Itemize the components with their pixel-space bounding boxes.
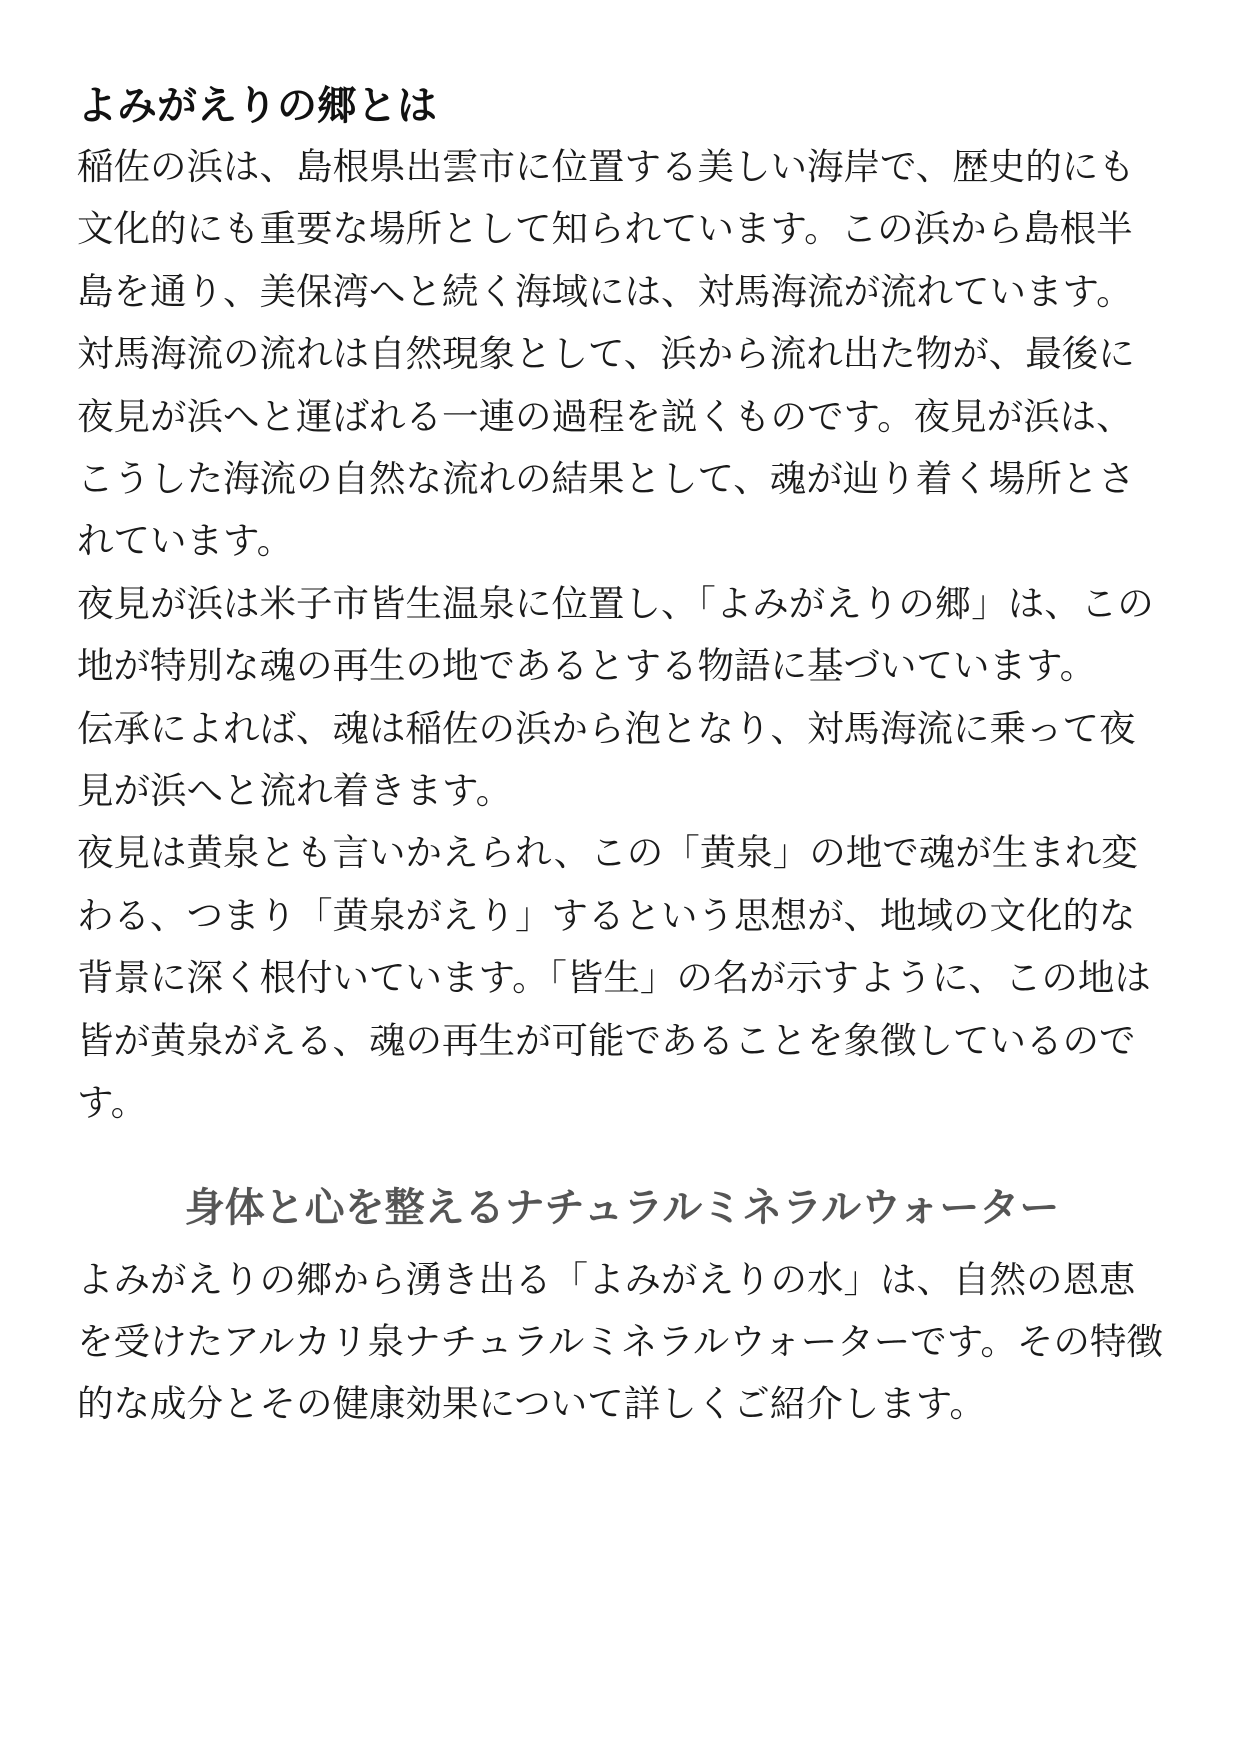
section-heading-mineral-water: 身体と心を整えるナチュラルミネラルウォーター bbox=[184, 1184, 1060, 1231]
paragraph-tsushima-current: 対馬海流の流れは自然現象として、浜から流れ出た物が、最後に夜見が浜へと運ばれる一連の過程を説くものです。夜見が浜は、こうした海流の自然な流れの結果として、魂が辿り着く場所とされています。 bbox=[77, 332, 1135, 563]
paragraph-legend: 伝承によれば、魂は稲佐の浜から泡となり、対馬海流に乗って夜見が浜へと流れ着きます。 bbox=[77, 706, 1136, 813]
paragraph-inasa-beach: 稲佐の浜は、島根県出雲市に位置する美しい海岸で、歴史的にも文化的にも重要な場所として知られています。この浜から島根半島を通り、美保湾へと続く海域には、対馬海流が流れています。 bbox=[77, 145, 1135, 313]
section-spacer bbox=[77, 1135, 1167, 1177]
section-heading-yomigaeri-no-sato: よみがえりの郷とは bbox=[77, 83, 437, 129]
document-content bbox=[77, 78, 1167, 1436]
paragraph-yomi-meaning: 夜見は黄泉とも言いかえられ、この「黄泉」の地で魂が生まれ変わる、つまり「黄泉がえり」するという思想が、地域の文化的な背景に深く根付いています。「皆生」の名が示すように、この地は皆が黄泉がえる、魂の再生が可能であることを象徴しているのです。 bbox=[77, 831, 1151, 1125]
paragraph-yomigahama-location: 夜見が浜は米子市皆生温泉に位置し、「よみがえりの郷」は、この地が特別な魂の再生の地であるとする物語に基づいています。 bbox=[77, 581, 1154, 688]
paragraph-mineral-water-intro: よみがえりの郷から湧き出る「よみがえりの水」は、自然の恩恵を受けたアルカリ泉ナチュラルミネラルウォーターです。その特徴的な成分とその健康効果について詳しくご紹介します。 bbox=[77, 1257, 1163, 1426]
